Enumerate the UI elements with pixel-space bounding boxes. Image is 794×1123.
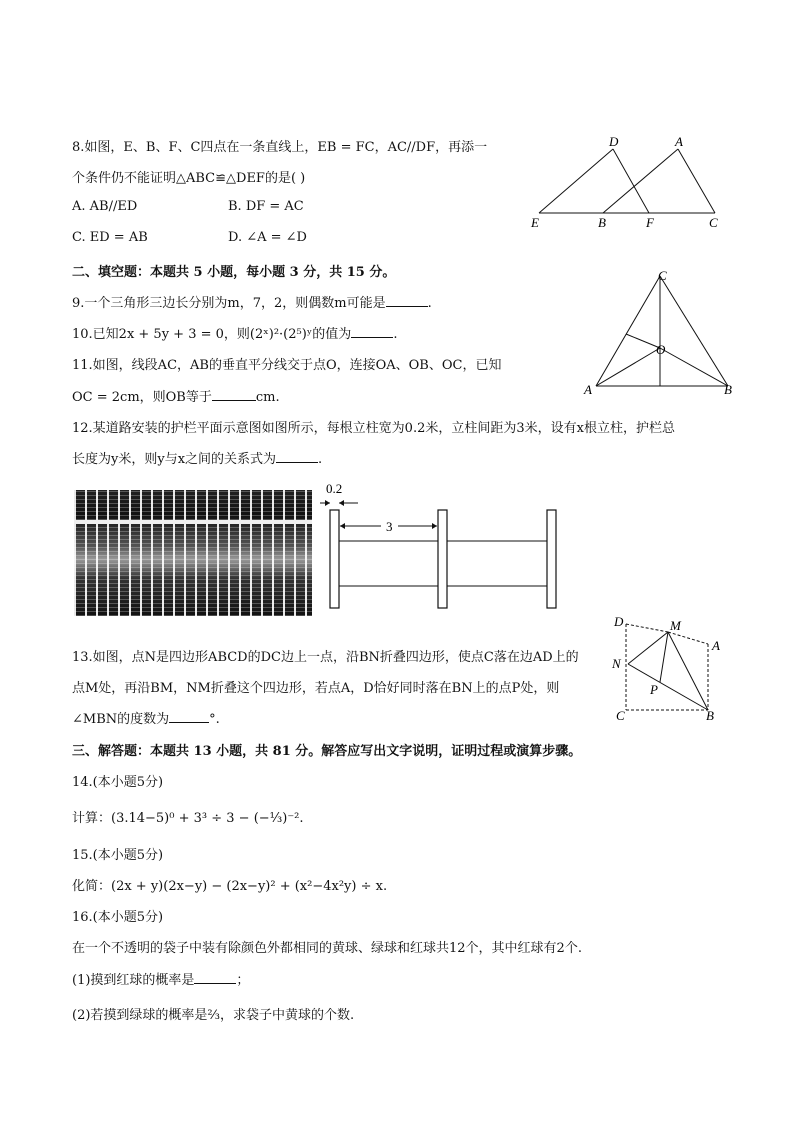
- q10-end: .: [393, 327, 398, 342]
- q13-figure: [608, 612, 758, 724]
- q8-line2: 个条件仍不能证明△ABC≌△DEF的是( ): [72, 171, 306, 186]
- guardrail-photo: [74, 490, 312, 616]
- q12-post-gap-label: 3: [386, 519, 393, 534]
- q11-label-o: O: [656, 342, 666, 357]
- q8-option-c: C. ED = AB: [72, 230, 148, 245]
- q12-line2: [72, 448, 322, 467]
- q16-heading: 16.(本小题5分): [72, 910, 164, 925]
- q11-answer-blank: [212, 388, 256, 401]
- q11-figure: [580, 268, 740, 398]
- q13-label-m: M: [670, 618, 681, 633]
- q15-body: 化简：(2x + y)(2x−y) − (2x−y)² + (x²−4x²y) ÷ x.: [72, 879, 388, 894]
- q12-post-width-label: 0.2: [326, 481, 343, 496]
- q9: [72, 292, 432, 311]
- q12-line2-pre: 长度为y米，则y与x之间的关系式为: [72, 452, 277, 467]
- q11-line2: [72, 386, 280, 405]
- q8-label-b: B: [598, 215, 606, 230]
- section-2-heading: 二、填空题：本题共 5 小题，每小题 3 分，共 15 分。: [72, 265, 396, 280]
- q11-line2-post: cm.: [255, 390, 280, 405]
- q13-label-a: A: [712, 638, 720, 653]
- q11-label-c: C: [658, 268, 667, 283]
- q14-body: 计算：(3.14−5)⁰ + 3³ ÷ 3 − (−⅓)⁻².: [72, 811, 304, 826]
- q13-label-c: C: [616, 708, 625, 723]
- q16-body: 在一个不透明的袋子中装有除颜色外都相同的黄球、绿球和红球共12个，其中红球有2个.: [72, 941, 582, 956]
- q8-label-c: C: [709, 215, 718, 230]
- q8-label-f: F: [646, 215, 654, 230]
- q13-line2: 点M处，再沿BM，NM折叠这个四边形，若点A，D恰好同时落在BN上的点P处，则: [72, 681, 560, 696]
- q13-label-b: B: [706, 708, 714, 723]
- q8-label-d: D: [609, 134, 619, 149]
- q8-option-b: B. DF = AC: [228, 199, 304, 214]
- q10-answer-blank: [351, 325, 393, 338]
- q16-sub2: (2)若摸到绿球的概率是⅔，求袋子中黄球的个数.: [72, 1008, 355, 1023]
- q12-guardrail-diagram: [318, 478, 568, 616]
- section-3-heading: 三、解答题：本题共 13 小题，共 81 分。解答应写出文字说明，证明过程或演算步骤。: [72, 744, 582, 759]
- q10-text: 10.已知2x + 5y + 3 = 0，则(2ˣ)²·(2⁵)ʸ的值为: [72, 327, 352, 342]
- q11-label-b: B: [724, 382, 732, 397]
- q11-line2-pre: OC = 2cm，则OB等于: [72, 390, 212, 405]
- q8-label-e: E: [531, 215, 539, 230]
- q8-label-a: A: [675, 134, 683, 149]
- q9-text: 9.一个三角形三边长分别为m，7，2，则偶数m可能是: [72, 296, 386, 311]
- q12-line1: 12.某道路安装的护栏平面示意图如图所示，每根立柱宽为0.2米，立柱间距为3米，设有x根立柱，护栏总: [72, 421, 675, 436]
- q12-answer-blank: [276, 450, 318, 463]
- q11-line1: 11.如图，线段AC，AB的垂直平分线交于点O，连接OA、OB、OC，已知: [72, 358, 502, 373]
- q13-label-p: P: [650, 682, 658, 697]
- q13-label-d: D: [614, 614, 624, 629]
- q16-sub1: [72, 969, 249, 988]
- q13-line3-post: °.: [209, 712, 220, 727]
- q10: [72, 323, 397, 342]
- q8-line1: 8.如图，E、B、F、C四点在一条直线上，EB = FC，AC//DF，再添一: [72, 140, 488, 155]
- q16-answer-blank: [194, 971, 236, 984]
- q14-heading: 14.(本小题5分): [72, 775, 164, 790]
- q8-option-d: D. ∠A = ∠D: [228, 230, 307, 245]
- q13-line3-pre: ∠MBN的度数为: [72, 712, 170, 727]
- q16-sub1-pre: (1)摸到红球的概率是: [72, 973, 195, 988]
- q13-label-n: N: [612, 656, 621, 671]
- q15-heading: 15.(本小题5分): [72, 848, 164, 863]
- q8-figure: [525, 132, 725, 232]
- q12-line2-end: .: [318, 452, 323, 467]
- q13-line1: 13.如图，点N是四边形ABCD的DC边上一点，沿BN折叠四边形，使点C落在边AD上的: [72, 650, 579, 665]
- q16-sub1-post: ；: [236, 973, 250, 988]
- q11-label-a: A: [584, 382, 592, 397]
- q9-answer-blank: [386, 294, 428, 307]
- q8-option-a: A. AB//ED: [72, 199, 138, 214]
- q13-line3: [72, 708, 220, 727]
- q9-end: .: [427, 296, 432, 311]
- q13-answer-blank: [169, 710, 209, 723]
